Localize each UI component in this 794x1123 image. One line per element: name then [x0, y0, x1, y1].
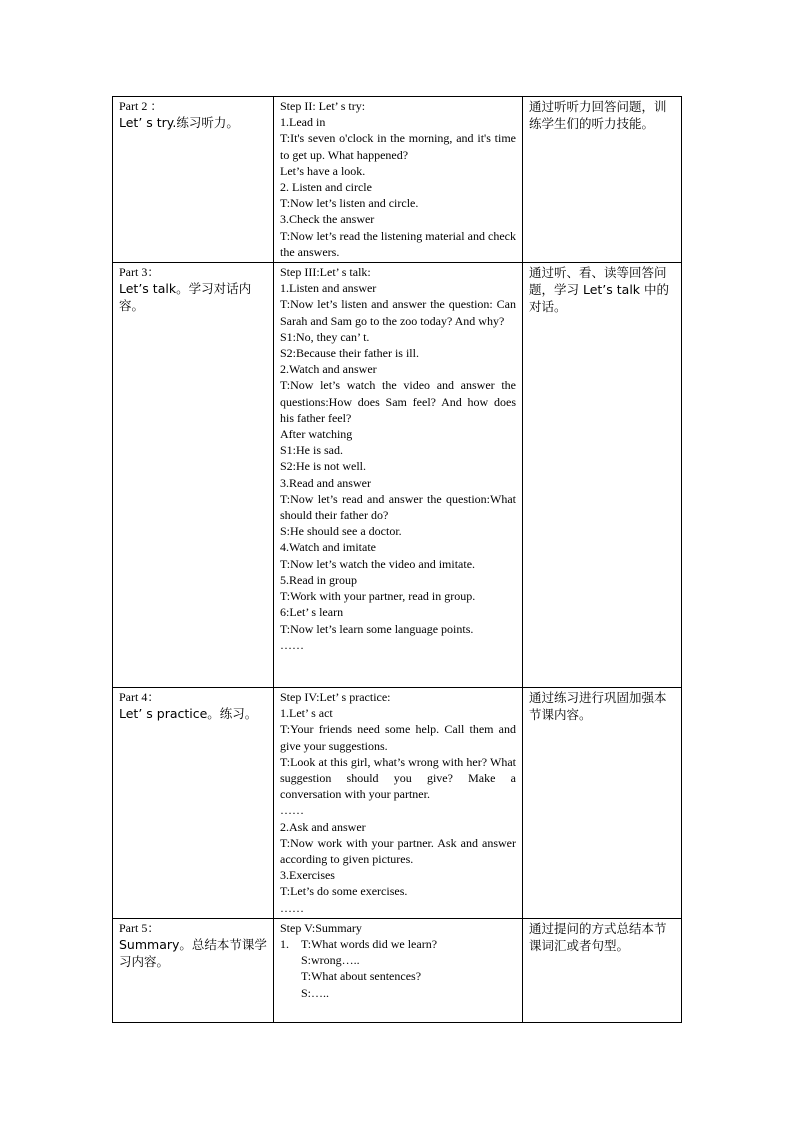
step-line: T:Now let’s watch the video and answer the questions:How does Sam feel? And how does his father feel?	[280, 378, 516, 425]
step-line: 3.Read and answer	[280, 475, 371, 490]
purpose-text: 通过听听力回答问题，训练学生们的听力技能。	[529, 99, 667, 131]
step-line: T:What about sentences?	[301, 969, 422, 984]
part-cell	[113, 97, 274, 263]
step-line: ……	[280, 637, 304, 652]
summary-number: 1.	[280, 937, 289, 952]
step-line: Step II: Let’ s try:	[280, 99, 366, 113]
purpose-cell	[523, 918, 682, 1022]
step-line: T:Now let’s read and answer the question:What should their father do?	[280, 491, 516, 523]
step-line: 2.Ask and answer	[280, 819, 366, 834]
steps-cell	[274, 918, 523, 1022]
step-line: T:What words did we learn?	[301, 937, 438, 952]
step-line: 4.Watch and imitate	[280, 540, 376, 555]
step-line: 6:Let’ s learn	[280, 605, 344, 620]
steps-cell	[274, 97, 523, 263]
step-line: T:Look at this girl, what’s wrong with her? What suggestion should you give? Make a conversation with your partner.	[280, 754, 516, 802]
part-cell	[113, 263, 274, 688]
step-line: T:Let’s do some exercises.	[280, 884, 408, 899]
part-cell	[113, 918, 274, 1022]
part-title: Part 5：	[119, 920, 160, 935]
step-line: 2. Listen and circle	[280, 180, 372, 195]
step-line: Step III:Let’ s talk:	[280, 265, 371, 280]
purpose-text: 通过提问的方式总结本节课词汇或者句型。	[529, 920, 667, 953]
purpose-text: 通过听、看、读等回答问题，学习 Let’s talk 中的对话。	[529, 265, 670, 315]
step-line: After watching	[280, 427, 353, 442]
step-line: ……	[280, 803, 304, 818]
step-line: 1.Let’ s act	[280, 706, 333, 721]
step-line: Step V:Summary	[280, 920, 362, 935]
step-line: 2.Watch and answer	[280, 362, 377, 377]
part-subtitle: Let’ s practice。练习。	[119, 706, 258, 722]
step-line: S1:He is sad.	[280, 443, 343, 458]
purpose-cell	[523, 688, 682, 919]
part-subtitle: Let’s talk。学习对话内容。	[119, 281, 252, 314]
step-line: 1.Listen and answer	[280, 281, 377, 296]
step-line: ……	[280, 900, 304, 915]
table-row	[113, 263, 682, 688]
step-line: 3.Exercises	[280, 868, 335, 883]
step-line: 3.Check the answer	[280, 212, 375, 227]
step-line: S1:No, they can’ t.	[280, 329, 370, 344]
part-title: Part 4：	[119, 690, 160, 705]
step-line: 5.Read in group	[280, 572, 357, 587]
step-line: S:…..	[301, 985, 330, 1000]
purpose-cell	[523, 97, 682, 263]
step-line: T:Now let’s listen and circle.	[280, 196, 419, 211]
steps-cell	[274, 263, 523, 688]
table-row	[113, 688, 682, 919]
step-line: S:wrong…..	[301, 953, 360, 968]
purpose-text: 通过练习进行巩固加强本节课内容。	[529, 690, 667, 723]
part-subtitle: Let’ s try.练习听力。	[119, 115, 239, 131]
step-line: S2:Because their father is ill.	[280, 346, 419, 361]
step-line: T:Work with your partner, read in group.	[280, 589, 476, 604]
part-title: Part 3：	[119, 265, 160, 280]
step-line: T:Now work with your partner. Ask and answer according to given pictures.	[280, 835, 516, 867]
part-title: Part 2 ：	[119, 99, 163, 113]
step-line: T:It's seven o'clock in the morning, and it's time to get up. What happened?	[280, 131, 516, 162]
step-line: S2:He is not well.	[280, 459, 366, 474]
step-line: T:Now let’s listen and answer the question: Can Sarah and Sam go to the zoo today? And why?	[280, 297, 516, 328]
purpose-cell	[523, 263, 682, 688]
lesson-plan-table	[112, 96, 682, 1023]
part-subtitle: Summary。总结本节课学习内容。	[119, 937, 267, 970]
part-cell	[113, 688, 274, 919]
step-line: T:Now let’s learn some language points.	[280, 621, 474, 636]
step-line: 1.Lead in	[280, 115, 326, 130]
table-row	[113, 918, 682, 1022]
step-line: Step IV:Let’ s practice:	[280, 690, 391, 705]
step-line: Let’s have a look.	[280, 163, 366, 178]
table-row	[113, 97, 682, 263]
steps-cell	[274, 688, 523, 919]
step-line: T:Your friends need some help. Call them and give your suggestions.	[280, 722, 516, 753]
step-line: S:He should see a doctor.	[280, 524, 402, 539]
step-line: T:Now let’s watch the video and imitate.	[280, 556, 476, 571]
step-line: T:Now let’s read the listening material and check the answers.	[280, 228, 516, 259]
